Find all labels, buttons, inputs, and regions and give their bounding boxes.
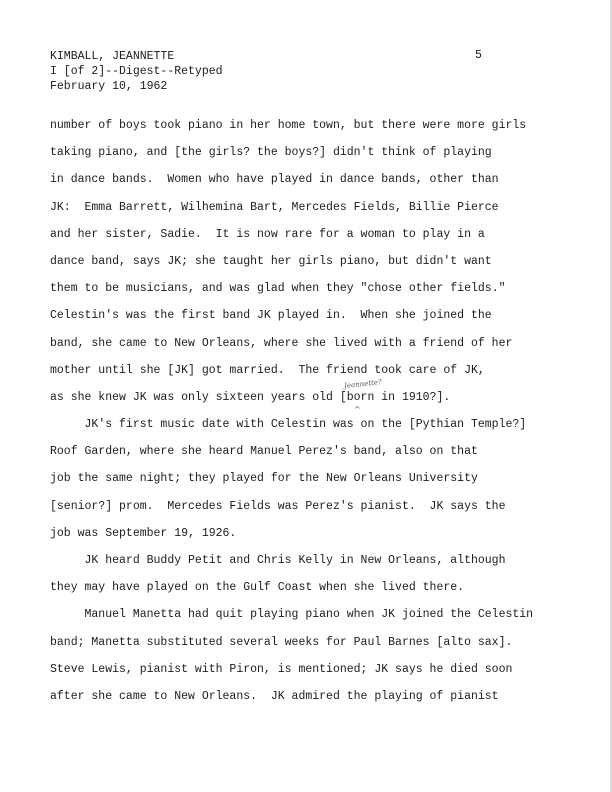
- page-number: 5: [475, 49, 482, 62]
- text-line: band, she came to New Orleans, where she lived with a friend of her: [50, 336, 513, 350]
- text-line: [senior?] prom. Mercedes Fields was Perez's pianist. JK says the: [50, 499, 506, 513]
- text-line: taking piano, and [the girls? the boys?] didn't think of playing: [50, 146, 492, 160]
- text-line: dance band, says JK; she taught her girls piano, but didn't want: [50, 254, 492, 268]
- text-line: JK's first music date with Celestin was on the [Pythian Temple?]: [50, 418, 527, 432]
- interviewee-name: KIMBALL, JEANNETTE: [50, 50, 175, 63]
- text-line: job the same night; they played for the New Orleans University: [50, 472, 478, 486]
- text-line: JK: Emma Barrett, Wilhemina Bart, Mercedes Fields, Billie Pierce: [50, 200, 499, 214]
- text-line: Roof Garden, where she heard Manuel Perez's band, also on that: [50, 445, 478, 459]
- text-line: and her sister, Sadie. It is now rare for a woman to play in a: [50, 227, 485, 241]
- text-line: in dance bands. Women who have played in dance bands, other than: [50, 173, 499, 187]
- text-line: Manuel Manetta had quit playing piano when JK joined the Celestin: [50, 608, 534, 622]
- text-line: Steve Lewis, pianist with Piron, is mentioned; JK says he died soon: [50, 662, 513, 676]
- text-line: job was September 19, 1926.: [50, 526, 237, 540]
- text-line: as she knew JK was only sixteen years old [born in 1910?].: [50, 390, 451, 404]
- interview-date: February 10, 1962: [50, 80, 168, 93]
- text-line: Celestin's was the first band JK played in. When she joined the: [50, 309, 492, 323]
- text-line: mother until she [JK] got married. The friend took care of JK,: [50, 363, 485, 377]
- text-line: number of boys took piano in her home town, but there were more girls: [50, 119, 527, 132]
- text-line: them to be musicians, and was glad when they "chose other fields.": [50, 282, 506, 296]
- transcript-body: [50, 116, 570, 714]
- insertion-caret: ^: [354, 405, 361, 414]
- reel-info: I [of 2]--Digest--Retyped: [50, 65, 223, 78]
- text-line: band; Manetta substituted several weeks for Paul Barnes [alto sax].: [50, 635, 513, 649]
- text-line: they may have played on the Gulf Coast when she lived there.: [50, 581, 465, 595]
- text-line: JK heard Buddy Petit and Chris Kelly in New Orleans, although: [50, 554, 506, 567]
- document-header: [50, 49, 223, 94]
- handwritten-annotation: Jeannette?: [343, 378, 383, 390]
- text-line: after she came to New Orleans. JK admired the playing of pianist: [50, 689, 499, 703]
